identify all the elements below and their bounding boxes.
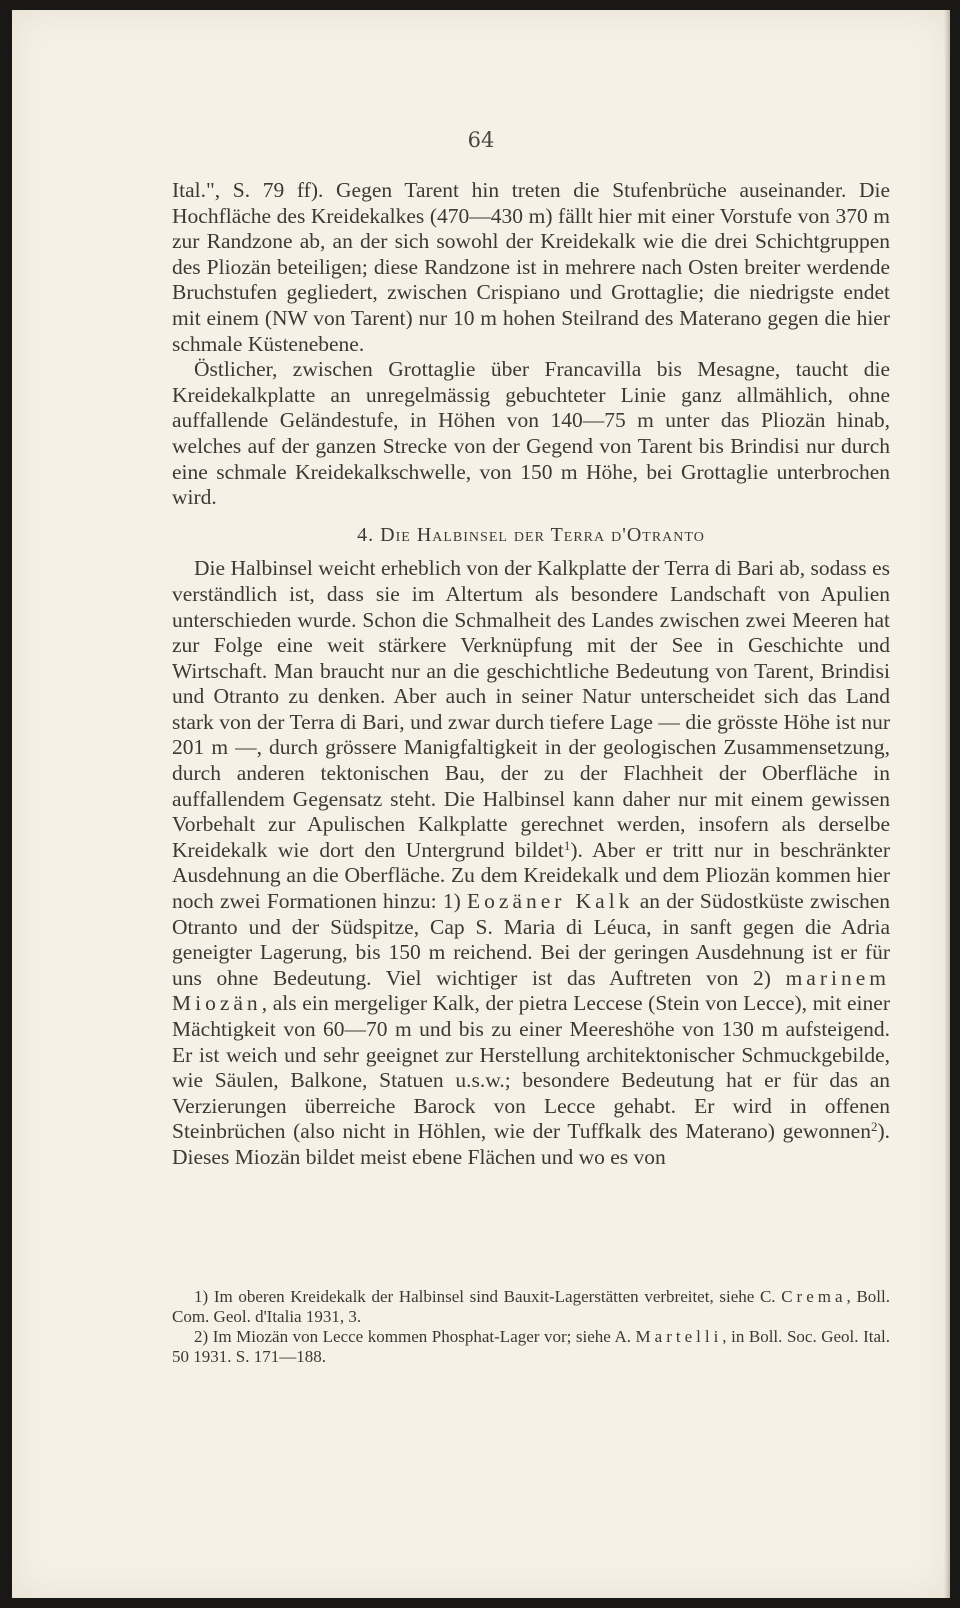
book-page xyxy=(12,10,950,1598)
footnote-1-author: Crema xyxy=(781,1287,847,1306)
footnote-1 xyxy=(172,1287,890,1327)
section-heading: 4. Die Halbinsel der Terra d'Otranto xyxy=(357,523,705,546)
footnote-ref-1: 1 xyxy=(563,837,571,853)
footnote-2 xyxy=(172,1327,890,1367)
term-marinem-miozaen: marinem Miozän xyxy=(172,965,890,1016)
paragraph-2: Östlicher, zwischen Grottaglie über Francavilla bis Mesagne, taucht die Kreidekalkplatte an unregelmässig gebuchteter Linie ganz allmählich, ohne auffallende Geländestufe, in Höhen von 140—75 m unter das Pliozän hinab, welches auf der ganzen Strecke von der Gegend von Tarent bis Brindisi nur durch eine schmale Kreidekalkschwelle, von 150 m Höhe, bei Grottaglie unterbrochen wird. xyxy=(172,357,890,510)
footnote-ref-2: 2 xyxy=(870,1119,878,1135)
footnote-2-author: Martelli xyxy=(635,1327,723,1346)
page-edge-shadow xyxy=(944,10,950,1598)
footnote-1-text-a: 1) Im oberen Kreidekalk der Halbinsel sind Bauxit-Lagerstätten verbreitet, siehe C. xyxy=(194,1287,776,1306)
page-number: 64 xyxy=(467,128,495,152)
paragraph-3 xyxy=(172,556,890,1170)
footnote-2-text-b: , in Boll. Soc. Geol. Ital. 50 1931. S. 171—188. xyxy=(172,1327,890,1366)
paragraph-3-part-d: , als ein mergeliger Kalk, der pietra Leccese (Stein von Lecce), mit einer Mächtigkeit von 60—70 m und bis zu einer Meereshöhe von 130 m aufsteigend. Er ist weich und sehr geeignet zur Herstellung architektonischer Schmuckgebilde, wie Säulen, Balkone, Statuen u.s.w.; besondere Bedeutung hat er für das an Verzierungen überreiche Barock von Lecce gehabt. Er wird in offenen Steinbrüchen (also nicht in Höhlen, wie der Tuffkalk des Materano) gewonnen xyxy=(172,991,890,1144)
term-eozaener-kalk: Eozäner Kalk xyxy=(467,889,634,914)
paragraph-1: Ital.", S. 79 ff). Gegen Tarent hin treten die Stufenbrüche auseinander. Die Hochfläche des Kreidekalkes (470—430 m) fällt hier mit einer Vorstufe von 370 m zur Randzone ab, an der sich sowohl der Kreidekalk wie die drei Schichtgruppen des Pliozän beteiligen; diese Randzone ist in mehrere nach Osten breiter werdende Bruchstufen gegliedert, zwischen Crispiano und Grottaglie; die niedrigste endet mit einem (NW von Tarent) nur 10 m hohen Steilrand des Materano gegen die hier schmale Küstenebene. xyxy=(172,178,890,356)
footnote-2-text-a: 2) Im Miozän von Lecce kommen Phosphat-Lager vor; siehe A. xyxy=(194,1327,631,1346)
paragraph-3-part-e: ). Dieses Miozän bildet meist ebene Flächen und wo es von xyxy=(172,1119,890,1169)
footnote-1-text-b: , Boll. Com. Geol. d'Italia 1931, 3. xyxy=(172,1287,890,1326)
paragraph-3-part-c: an der Südostküste zwischen Otranto und der Südspitze, Cap S. Maria di Léuca, in sanft gegen die Adria geneigter Lagerung, bis 150 m reichend. Bei der geringen Ausdehnung ist er für uns ohne Bedeutung. Viel wichtiger ist das Auftreten von 2) xyxy=(172,889,891,990)
paragraph-3-part-b: ). Aber er tritt nur in beschränkter Ausdehnung an die Oberfläche. Zu dem Kreidekalk und dem Pliozän kommen hier noch zwei Formationen hinzu: 1) xyxy=(172,837,891,914)
paragraph-3-part-a: Die Halbinsel weicht erheblich von der Kalkplatte der Terra di Bari ab, sodass es verständlich ist, dass sie im Altertum als besondere Landschaft von Apulien unterschieden wurde. Schon die Schmalheit des Landes zwischen zwei Meeren hat zur Folge eine weit stärkere Verknüpfung mit der See in Geschichte und Wirtschaft. Man braucht nur an die geschichtliche Bedeutung von Tarent, Brindisi und Otranto zu denken. Aber auch in seiner Natur unterscheidet sich das Land stark von der Terra di Bari, und zwar durch tiefere Lage — die grösste Höhe ist nur 201 m —, durch grössere Manigfaltigkeit in der geologischen Zusammensetzung, durch anderen tektonischen Bau, der zu der Flachheit der Oberfläche in auffallendem Gegensatz steht. Die Halbinsel kann daher nur mit einem gewissen Vorbehalt zur Apulischen Kalkplatte gerechnet werden, insofern als derselbe Kreidekalk wie dort den Untergrund bildet xyxy=(172,556,890,862)
footnotes xyxy=(172,1287,890,1367)
main-text xyxy=(172,178,890,1171)
